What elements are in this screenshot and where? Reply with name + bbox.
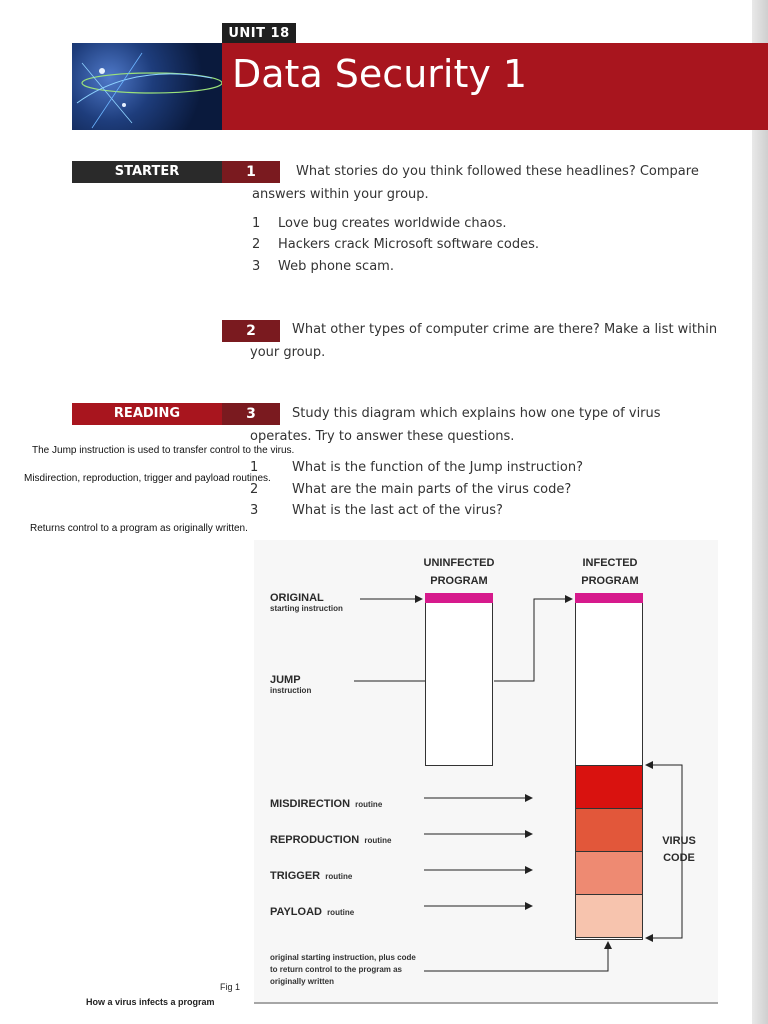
starter-label: STARTER	[72, 161, 222, 183]
answer-2: Misdirection, reproduction, trigger and payload routines.	[24, 473, 271, 484]
page-title: Data Security 1	[232, 52, 528, 96]
list-item: 3 Web phone scam.	[252, 259, 394, 274]
figure-number: Fig 1	[220, 982, 241, 992]
list-item: 1 What is the function of the Jump instruction?	[250, 460, 584, 475]
virus-code-label: VIRUS CODE	[662, 835, 696, 864]
question-2-text: What other types of computer crime are there? Make a list within your group.	[250, 322, 718, 360]
network-globe-icon	[72, 43, 222, 130]
original-label: ORIGINAL starting instruction	[270, 592, 343, 613]
header-image	[72, 43, 222, 130]
answer-1: The Jump instruction is used to transfer control to the virus.	[32, 445, 295, 456]
infected-program-label: INFECTED PROGRAM	[581, 557, 639, 587]
reading-label: READING	[72, 403, 222, 425]
payload-label: PAYLOAD routine	[270, 906, 355, 918]
infected-jump-instruction	[575, 593, 643, 603]
trigger-label: TRIGGER routine	[270, 870, 353, 882]
jump-label: JUMP instruction	[270, 674, 312, 695]
virus-diagram	[254, 540, 718, 1004]
list-item: 2 Hackers crack Microsoft software codes.	[252, 237, 539, 252]
trigger-block	[575, 851, 643, 895]
question-3-text: Study this diagram which explains how one type of virus operates. Try to answer these questions.	[250, 406, 661, 444]
question-number-3: 3	[222, 403, 280, 425]
footnote-label: original starting instruction, plus code to return control to the program as originally written	[270, 953, 416, 986]
list-item: 2 What are the main parts of the virus code?	[250, 482, 572, 497]
uninfected-program-label: UNINFECTED PROGRAM	[423, 557, 495, 587]
payload-block	[575, 894, 643, 938]
reproduction-label: REPRODUCTION routine	[270, 834, 392, 846]
answer-3: Returns control to a program as originally written.	[30, 523, 248, 534]
page-edge	[752, 0, 768, 1024]
figure-caption: How a virus infects a program	[86, 997, 215, 1007]
misdirection-block	[575, 765, 643, 809]
uninfected-original-instruction	[425, 593, 493, 603]
uninfected-program-box	[425, 593, 493, 766]
unit-tag: UNIT 18	[222, 23, 296, 45]
question-number-2: 2	[222, 320, 280, 342]
list-item: 3 What is the last act of the virus?	[250, 503, 503, 518]
list-item: 1 Love bug creates worldwide chaos.	[252, 216, 507, 231]
question-number-1: 1	[222, 161, 280, 183]
question-1-text: What stories do you think followed these headlines? Compare answers within your group.	[252, 164, 699, 202]
reproduction-block	[575, 808, 643, 852]
misdirection-label: MISDIRECTION routine	[270, 798, 383, 810]
